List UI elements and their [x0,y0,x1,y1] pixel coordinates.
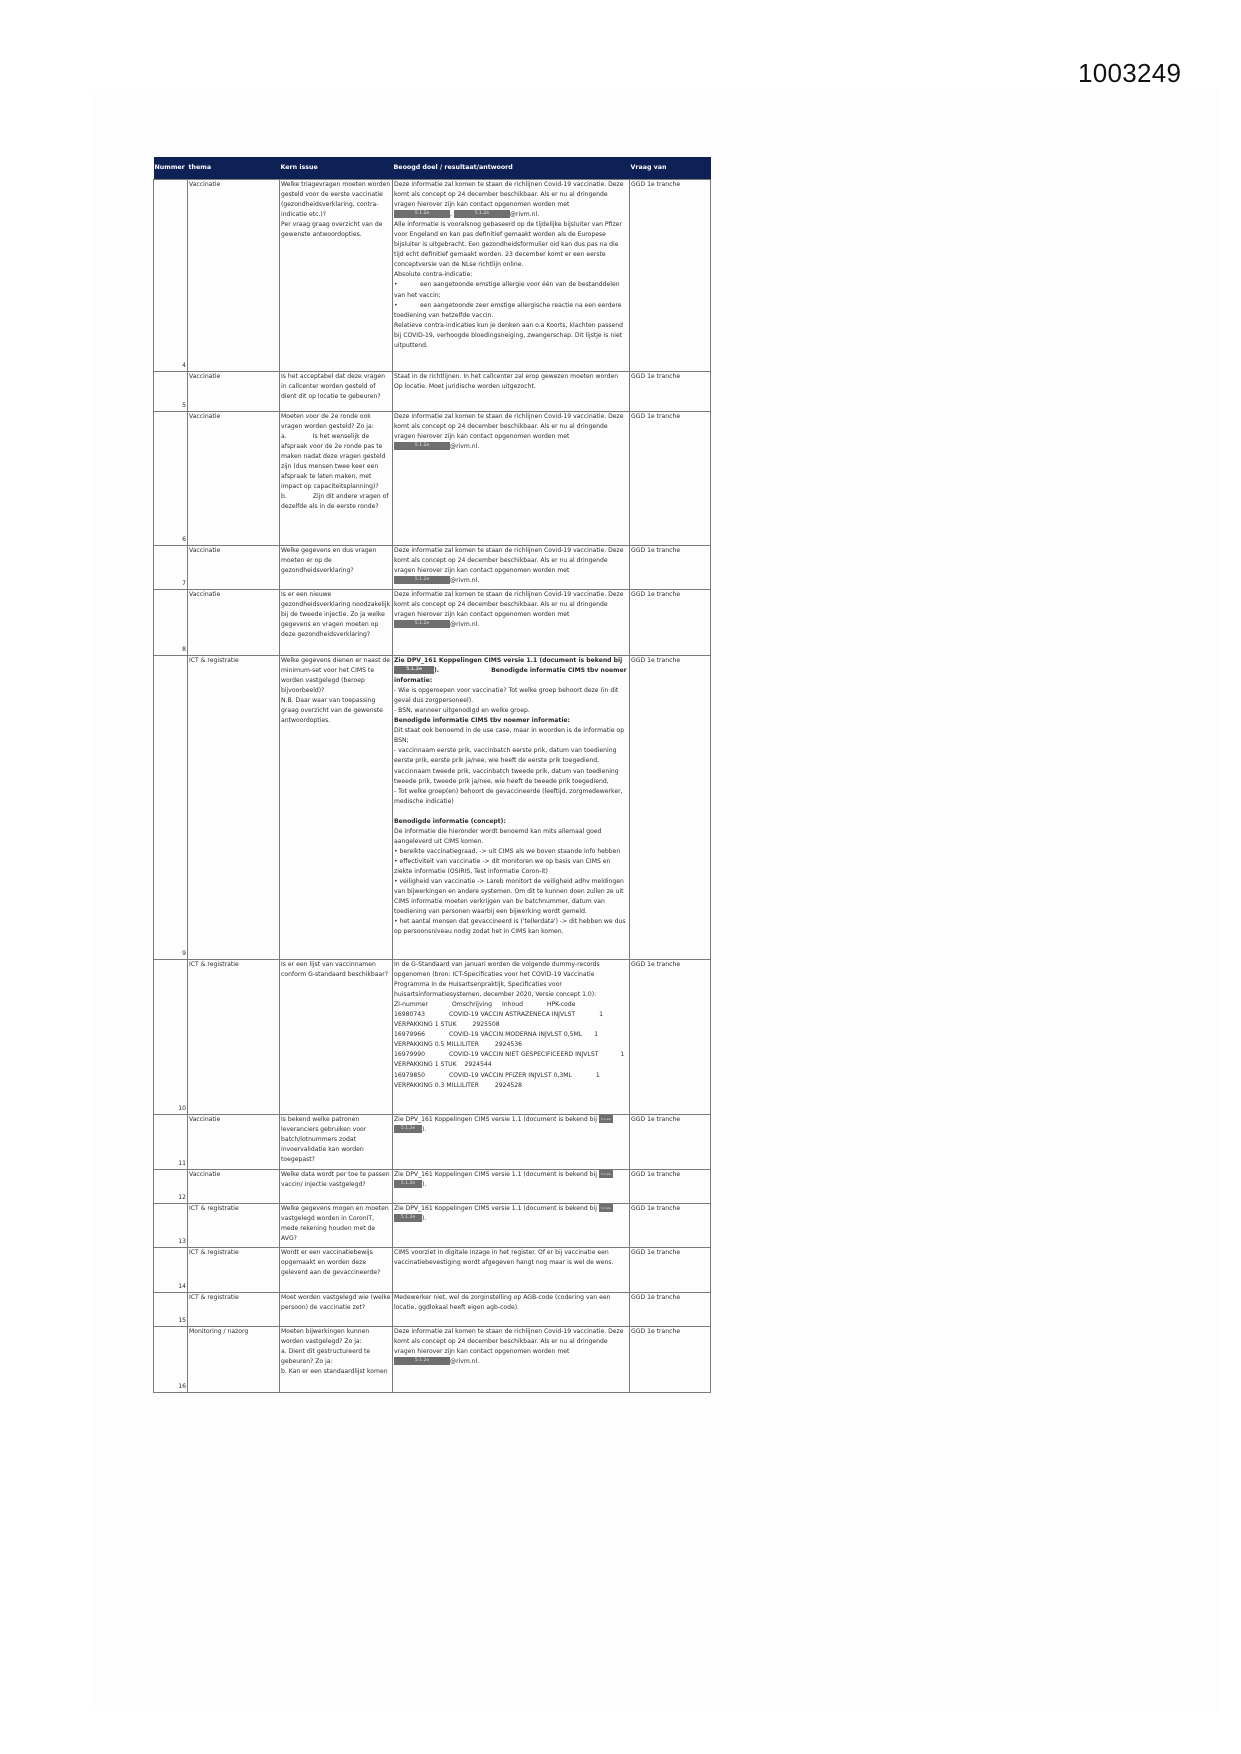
row-kern-issue: Moeten voor de 2e ronde ook vragen worden gesteld? Zo ja: a. Is het wenselijk de afspraak voor de 2e ronde pas te maken nadat deze vragen gesteld zijn (dus mensen twee keer een afspraak te laten maken, met impact op capaciteitsplanning)? b. Zijn dit andere vragen of dezelfde als in de eerste ronde? [280,412,393,546]
row-thema: Vaccinatie [188,1170,280,1204]
row-thema: Vaccinatie [188,180,280,372]
row-kern-issue: Welke gegevens mogen en moeten vastgelegd worden in CoronIT, mede rekening houden met de AVG? [280,1204,393,1248]
row-kern-issue: Welke triagevragen moeten worden gesteld voor de eerste vaccinatie (gezondheidsverklaring, contra-indicatie etc.)? Per vraag graag overzicht van de gewenste antwoordopties. [280,180,393,372]
row-kern-issue: Wordt er een vaccinatiebewijs opgemaakt en worden deze geleverd aan de gevaccineerde? [280,1248,393,1293]
table-row [154,1293,711,1327]
row-thema: ICT & registratie [188,1293,280,1327]
row-vraag-van: GGD 1e tranche [630,1293,711,1327]
table-row [154,590,711,656]
row-number: 14 [154,1248,188,1293]
row-beoogd-doel: Zie DPV_161 Koppelingen CIMS versie 1.1 (document is bekend bij 5.1.2e 5.1.2e ). [393,1204,630,1248]
table-row [154,372,711,412]
row-thema: Vaccinatie [188,372,280,412]
email-domain: @rivm.nl. [450,621,480,629]
row-beoogd-doel: Zie DPV_161 Koppelingen CIMS versie 1.1 (document is bekend bij 5.1.2e 5.1.2e ). [393,1170,630,1204]
row-vraag-van: GGD 1e tranche [630,960,711,1115]
row-thema: Monitoring / nazorg [188,1327,280,1393]
row-vraag-van: GGD 1e tranche [630,1248,711,1293]
redaction-box: 5.1.2e [394,1125,422,1133]
header-kern-issue: Kern issue [280,157,393,180]
row-number: 9 [154,656,188,960]
row-number: 12 [154,1170,188,1204]
email-domain: @rivm.nl. [450,577,480,585]
redaction-box: 5.1.2e [394,1214,422,1222]
row-number: 11 [154,1115,188,1170]
table-header-row [154,157,711,180]
row-beoogd-doel: Deze informatie zal komen te staan de richlijnen Covid-19 vaccinatie. Deze komt als concept op 24 december beschikbaar. Als er nu al dringende vragen hierover zijn kan contact opgenomen worden met 5.1.2e @rivm.nl. [393,546,630,590]
row-number: 16 [154,1327,188,1393]
row-kern-issue: Moet worden vastgelegd wie (welke persoon) de vaccinatie zet? [280,1293,393,1327]
row-beoogd-doel: Staat in de richtlijnen. In het callcenter zal erop gewezen moeten worden Op locatie. Moet juridische worden uitgezocht. [393,372,630,412]
redaction-box: 5.1.2e [394,576,450,584]
table-row [154,656,711,960]
table-row [154,1170,711,1204]
row-thema: Vaccinatie [188,412,280,546]
bullet-item: • een aangetoonde emstige allergie voor één van de bestanddelen van het vaccin; [394,281,620,299]
row-beoogd-doel: CIMS voorziet in digitale inzage in het register. Of er bij vaccinatie een vaccinatiebevestiging wordt afgegeven hangt nog maar is wel de wens. [393,1248,630,1293]
row-vraag-van: GGD 1e tranche [630,1204,711,1248]
row-number: 5 [154,372,188,412]
redaction-box: 5.1.2e [394,666,434,674]
table-row [154,1248,711,1293]
row-vraag-van: GGD 1e tranche [630,590,711,656]
row-thema: ICT & registratie [188,656,280,960]
row-number: 4 [154,180,188,372]
row-kern-issue: Is er een nieuwe gezondheidsverklaring noodzakelijk bij de tweede injectie. Zo ja welke gegevens en vragen moeten op deze gezondheidsverklaring? [280,590,393,656]
row-beoogd-doel: Deze informatie zal komen te staan de richlijnen Covid-19 vaccinatie. Deze komt als concept op 24 december beschikbaar. Als er nu al dringende vragen hierover zijn kan contact opgenomen worden met 5.1.2e @rivm.nl. [393,1327,630,1393]
row-vraag-van: GGD 1e tranche [630,1327,711,1393]
email-domain: @rivm.nl. [450,1358,480,1366]
row-kern-issue: Is bekend welke patronen leveranciers gebruiken voor batch/lotnummers zodat invoervalidatie kan worden toegepast? [280,1115,393,1170]
table-row [154,1327,711,1393]
questions-table [153,157,711,1393]
table-row [154,1115,711,1170]
row-beoogd-doel: In de G-Standaard van januari worden de volgende dummy-records opgenomen (bron: ICT-Specificaties voor het COVID-19 Vaccinatie Programma in de Huisartsenpraktijk, Specificaties voor huisartsinformatiesystemen, december 2020, Versie concept 1.0): ZI-nummer Omschrijving Inhoud HPK-code 16980743 COVID-19 VACCIN ASTRAZENECA INJVLST 1 VERPAKKING 1 STUK 2925508 16979966 COVID-19 VACCIN MODERNA INJVLST 0,5ML 1 VERPAKKING 0.5 MILLILITER 2924536 16979990 COVID-19 VACCIN NIET GESPECIFICEERD INJVLST 1 VERPAKKING 1 STUK 2924544 16979850 COVID-19 VACCIN PFIZER INJVLST 0,3ML 1 VERPAKKING 0.3 MILLILITER 2924528 [393,960,630,1115]
gstandaard-record: 16979990 COVID-19 VACCIN NIET GESPECIFICEERD INJVLST 1 VERPAKKING 1 STUK 2924544 [394,1051,625,1069]
row-vraag-van: GGD 1e tranche [630,180,711,372]
row-vraag-van: GGD 1e tranche [630,372,711,412]
table-row [154,1204,711,1248]
bullet-item: • een aangetoonde zeer emstige allergische reactie na een eerdere toediening van hetzelfde vaccin. [394,301,622,319]
row-beoogd-doel: Zie DPV_161 Koppelingen CIMS versie 1.1 (document is bekend bij 5.1.2e 5.1.2e ). [393,1115,630,1170]
header-vraag-van: Vraag van [630,157,711,180]
redaction-box: 5.1.2e [394,210,450,218]
document-number: 1003249 [1078,58,1182,88]
row-vraag-van: GGD 1e tranche [630,656,711,960]
redaction-box: 5.1.2e [394,442,450,450]
row-beoogd-doel: Zie DPV_161 Koppelingen CIMS versie 1.1 (document is bekend bij 5.1.2e ). Benodigde informatie CIMS tbv noemer informatie: - Wie is opgeroepen voor vaccinatie? Tot welke groep behoort deze (in dit geval dus zorgpersoneel). - BSN, wanneer uitgenodigd en welke groep. Benodigde informatie CIMS tbv noemer informatie: Dit staat ook benoemd in de use case, maar in woorden is de informatie op BSN; - vaccinnaam eerste prik, vaccinbatch eerste prik, datum van toediening eerste prik, eerste prik ja/nee, wie heeft de eerste prik toegediend, vaccinnaam tweede prik, vaccinbatch tweede prik, datum van toediening tweede prik, tweede prik ja/nee, wie heeft de tweede prik toegediend, - Tot welke groep(en) behoort de gevaccineerde (leeftijd, zorgmedewerker, medische indicatie) Benodigde informatie (concept): De informatie die hieronder wordt benoemd kan mits allemaal goed aangeleverd uit CIMS komen. • bereikte vaccinatiegraad, -> uit CIMS als we boven staande info hebben • effectiviteit van vaccinatie -> dit monitoren we op basis van CIMS en ziekte informatie (OSIRIS, Test informatie Coron-it) • veiligheid van vaccinatie -> Lareb monitort de veiligheid adhv meldingen van bijwerkingen en andere systemen. Om dit te kunnen doen zullen ze uit CIMS informatie moeten verkrijgen van bv batchnummer, datum van toediening van personen waarbij een bijwerking wordt gemeld. • het aantal mensen dat gevaccineerd is ('tellerdata') -> dit hebben we dus op persoonsniveau nodig zodat het in CIMS kan komen. [393,656,630,960]
row-beoogd-doel: Medewerker niet, wel de zorginstelling op AGB-code (codering van een locatie, ggdlokaal heeft eigen agb-code). [393,1293,630,1327]
redaction-box: 5.1.2e [599,1170,613,1178]
row-kern-issue: Welke gegevens en dus vragen moeten er op de gezondheidsverklaring? [280,546,393,590]
row-thema: ICT & registratie [188,1248,280,1293]
table-row [154,960,711,1115]
gstandaard-record: 16979966 COVID-19 VACCIN MODERNA INJVLST 0,5ML 1 VERPAKKING 0.5 MILLILITER 2924536 [394,1031,599,1049]
row-vraag-van: GGD 1e tranche [630,546,711,590]
row-vraag-van: GGD 1e tranche [630,1170,711,1204]
header-nummer: Nummer [154,157,188,180]
row-thema: Vaccinatie [188,1115,280,1170]
row-vraag-van: GGD 1e tranche [630,412,711,546]
gstandaard-record: 16980743 COVID-19 VACCIN ASTRAZENECA INJVLST 1 VERPAKKING 1 STUK 2925508 [394,1011,603,1029]
row-thema: ICT & registratie [188,1204,280,1248]
row-number: 15 [154,1293,188,1327]
row-vraag-van: GGD 1e tranche [630,1115,711,1170]
row-thema: ICT & registratie [188,960,280,1115]
row-number: 6 [154,412,188,546]
table-row [154,180,711,372]
row-beoogd-doel: Deze informatie zal komen te staan de richlijnen Covid-19 vaccinatie. Deze komt als concept op 24 december beschikbaar. Als er nu al dringende vragen hierover zijn kan contact opgenomen worden met 5.1.2e , 5.1.2e @rivm.nl. Alle informatie is vooralsnog gebaseerd op de tijdelijke bijsluiter van Pfizer voor Engeland en kan pas definitief gemaakt worden als de Europese bijsluiter is uitgebracht. Een gezondheidsformulier oid kan dus pas na die tijd echt definitief gemaakt worden. 23 december komt er een eerste conceptversie van de NLse richtlijn online. Absolute contra-indicatie: • een aangetoonde emstige allergie voor één van de bestanddelen van het vaccin; • een aangetoonde zeer emstige allergische reactie na een eerdere toediening van hetzelfde vaccin. Relatieve contra-indicaties kun je denken aan o.a Koorts, klachten passend bij COVID-19, verhoogde bloedingsneiging, zwangerschap. Dit lijstje is niet uitputtend. [393,180,630,372]
row-kern-issue: Welke data wordt per toe te passen vaccin/ injectie vastgelegd? [280,1170,393,1204]
row-number: 10 [154,960,188,1115]
table-row [154,546,711,590]
header-beoogd-doel: Beoogd doel / resultaat/antwoord [393,157,630,180]
redaction-box: 5.1.2e [599,1204,613,1212]
row-beoogd-doel: Deze informatie zal komen te staan de richlijnen Covid-19 vaccinatie. Deze komt als concept op 24 december beschikbaar. Als er nu al dringende vragen hierover zijn kan contact opgenomen worden met 5.1.2e @rivm.nl. [393,590,630,656]
redaction-box: 5.1.2e [394,1180,422,1188]
row-kern-issue: Is er een lijst van vaccinnamen conform G-standaard beschikbaar? [280,960,393,1115]
redaction-box: 5.1.2e [599,1115,613,1123]
redaction-box: 5.1.2e [454,210,510,218]
table-row [154,412,711,546]
row-kern-issue: Is het acceptabel dat deze vragen in callcenter worden gesteld of dient dit op locatie te gebeuren? [280,372,393,412]
redaction-box: 5.1.2e [394,1357,450,1365]
row-number: 8 [154,590,188,656]
row-thema: Vaccinatie [188,546,280,590]
redaction-box: 5.1.2e [394,620,450,628]
gstandaard-header: ZI-nummer Omschrijving Inhoud HPK-code [394,1001,576,1009]
email-domain: @rivm.nl. [509,211,540,219]
row-number: 13 [154,1204,188,1248]
header-thema: thema [188,157,280,180]
row-kern-issue: Welke gegevens dienen er naast de minimum-set voor het CIMS te worden vastgelegd (beroep bijvoorbeeld)? N.B. Daar waar van toepassing graag overzicht van de gewenste antwoordopties. [280,656,393,960]
row-thema: Vaccinatie [188,590,280,656]
email-domain: @rivm.nl. [450,443,480,451]
gstandaard-record: 16979850 COVID-19 VACCIN PFIZER INJVLST 0,3ML 1 VERPAKKING 0.3 MILLILITER 2924528 [394,1071,600,1089]
row-beoogd-doel: Deze informatie zal komen te staan de richlijnen Covid-19 vaccinatie. Deze komt als concept op 24 december beschikbaar. Als er nu al dringende vragen hierover zijn kan contact opgenomen worden met 5.1.2e @rivm.nl. [393,412,630,546]
row-kern-issue: Moeten bijwerkingen kunnen worden vastgelegd? Zo ja: a. Dient dit gestructureerd te gebeuren? Zo ja: b. Kan er een standaardlijst komen [280,1327,393,1393]
row-number: 7 [154,546,188,590]
